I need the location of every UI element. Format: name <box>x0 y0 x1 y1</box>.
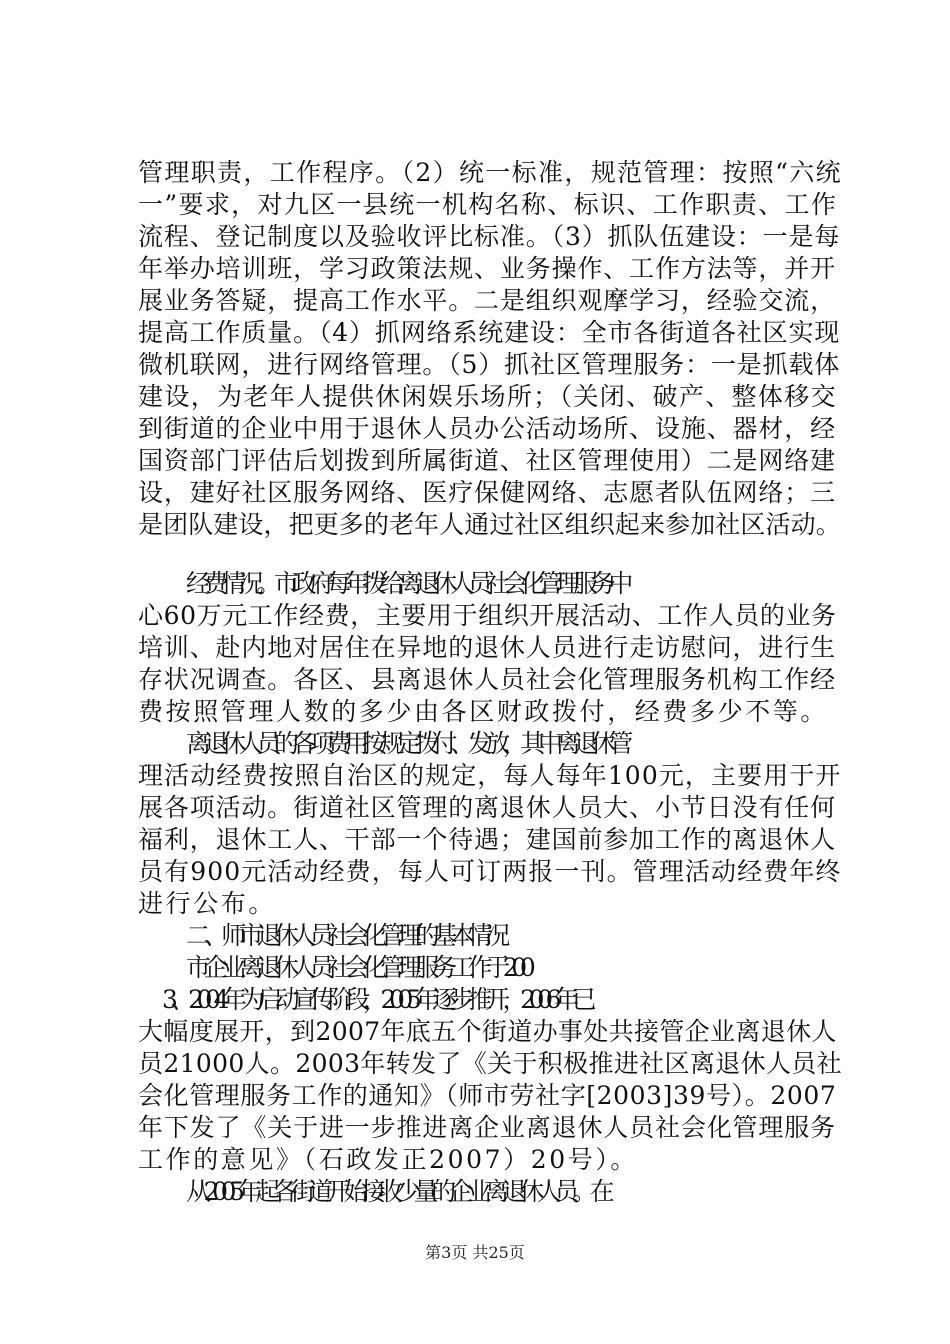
text-line: 会化管理服务工作的通知》（师市劳社字[2003]39号）。2007 <box>138 1081 837 1110</box>
text-line: 大幅度展开，到2007年底五个街道办事处共接管企业离退休人 <box>138 1017 837 1046</box>
text-line: 年举办培训班，学习政策法规、业务操作、工作方法等，并开 <box>138 254 836 283</box>
text-line: 培训、赴内地对居住在异地的退休人员进行走访慰问，进行生 <box>138 633 836 662</box>
text-line: 设，建好社区服务网络、医疗保健网络、志愿者队伍网络；三 <box>138 478 836 507</box>
page-number-footer: 第3页 共25页 <box>425 1243 525 1262</box>
text-line: 展业务答疑，提高工作水平。二是组织观摩学习，经验交流， <box>138 286 836 315</box>
text-line: 提高工作质量。（4）抓网络系统建设：全市各街道各社区实现 <box>138 318 841 347</box>
text-line: 建设，为老年人提供休闲娱乐场所；（关闭、破产、整体移交 <box>138 382 837 411</box>
text-line: 到街道的企业中用于退休人员办公活动场所、设施、器材，经 <box>138 414 836 443</box>
text-line: 员有900元活动经费，每人可订两报一刊。管理活动经费年终 <box>138 857 842 886</box>
text-line: 年下发了《关于进一步推进离企业离退休人员社会化管理服务 <box>138 1113 836 1142</box>
text-line: 理活动经费按照自治区的规定，每人每年100元，主要用于开 <box>138 761 842 790</box>
text-line: 福利，退休工人、干部一个待遇；建国前参加工作的离退休人 <box>138 825 836 854</box>
text-line: 离退休人员的各项费用按规定拨付、发放，其中离退休管 <box>186 729 627 758</box>
text-line: 管理职责，工作程序。（2）统一标准，规范管理：按照“六统 <box>138 158 842 187</box>
text-line: 3、2004年为启动宣传阶段，2005年逐步推开，2006年已 <box>162 985 590 1014</box>
section-heading: 二、师市退休人员社会化管理的基本情况 <box>186 921 503 950</box>
text-line: 从2005年起各街道开始接收少量的企业离退休人员。在 <box>186 1177 608 1206</box>
text-line: 进行公布。 <box>138 889 277 918</box>
text-line: 一”要求，对九区一县统一机构名称、标识、工作职责、工作 <box>138 190 838 219</box>
text-line: 国资部门评估后划拨到所属街道、社区管理使用）二是网络建 <box>138 446 836 475</box>
text-line: 心60万元工作经费，主要用于组织开展活动、工作人员的业务 <box>138 601 837 630</box>
text-line: 微机联网，进行网络管理。（5）抓社区管理服务：一是抓载体 <box>138 350 841 379</box>
text-line: 是团队建设，把更多的老年人通过社区组织起来参加社区活动。 <box>138 510 841 539</box>
text-line: 展各项活动。街道社区管理的离退休人员大、小节日没有任何 <box>138 793 836 822</box>
text-line: 市企业离退休人员社会化管理服务工作于200 <box>186 953 529 982</box>
text-line: 流程、登记制度以及验收评比标准。（3）抓队伍建设：一是每 <box>138 222 841 251</box>
text-line: 存状况调查。各区、县离退休人员社会化管理服务机构工作经 <box>138 665 836 694</box>
text-line: 工作的意见》（石政发正2007）20号）。 <box>138 1145 639 1174</box>
text-line: 员21000人。2003年转发了《关于积极推进社区离退休人员社 <box>138 1049 843 1078</box>
text-line: 费按照管理人数的多少由各区财政拨付，经费多少不等。 <box>138 697 829 726</box>
text-line: 经费情况。市政府每年拨给离退休人员社会化管理服务中 <box>186 569 627 598</box>
